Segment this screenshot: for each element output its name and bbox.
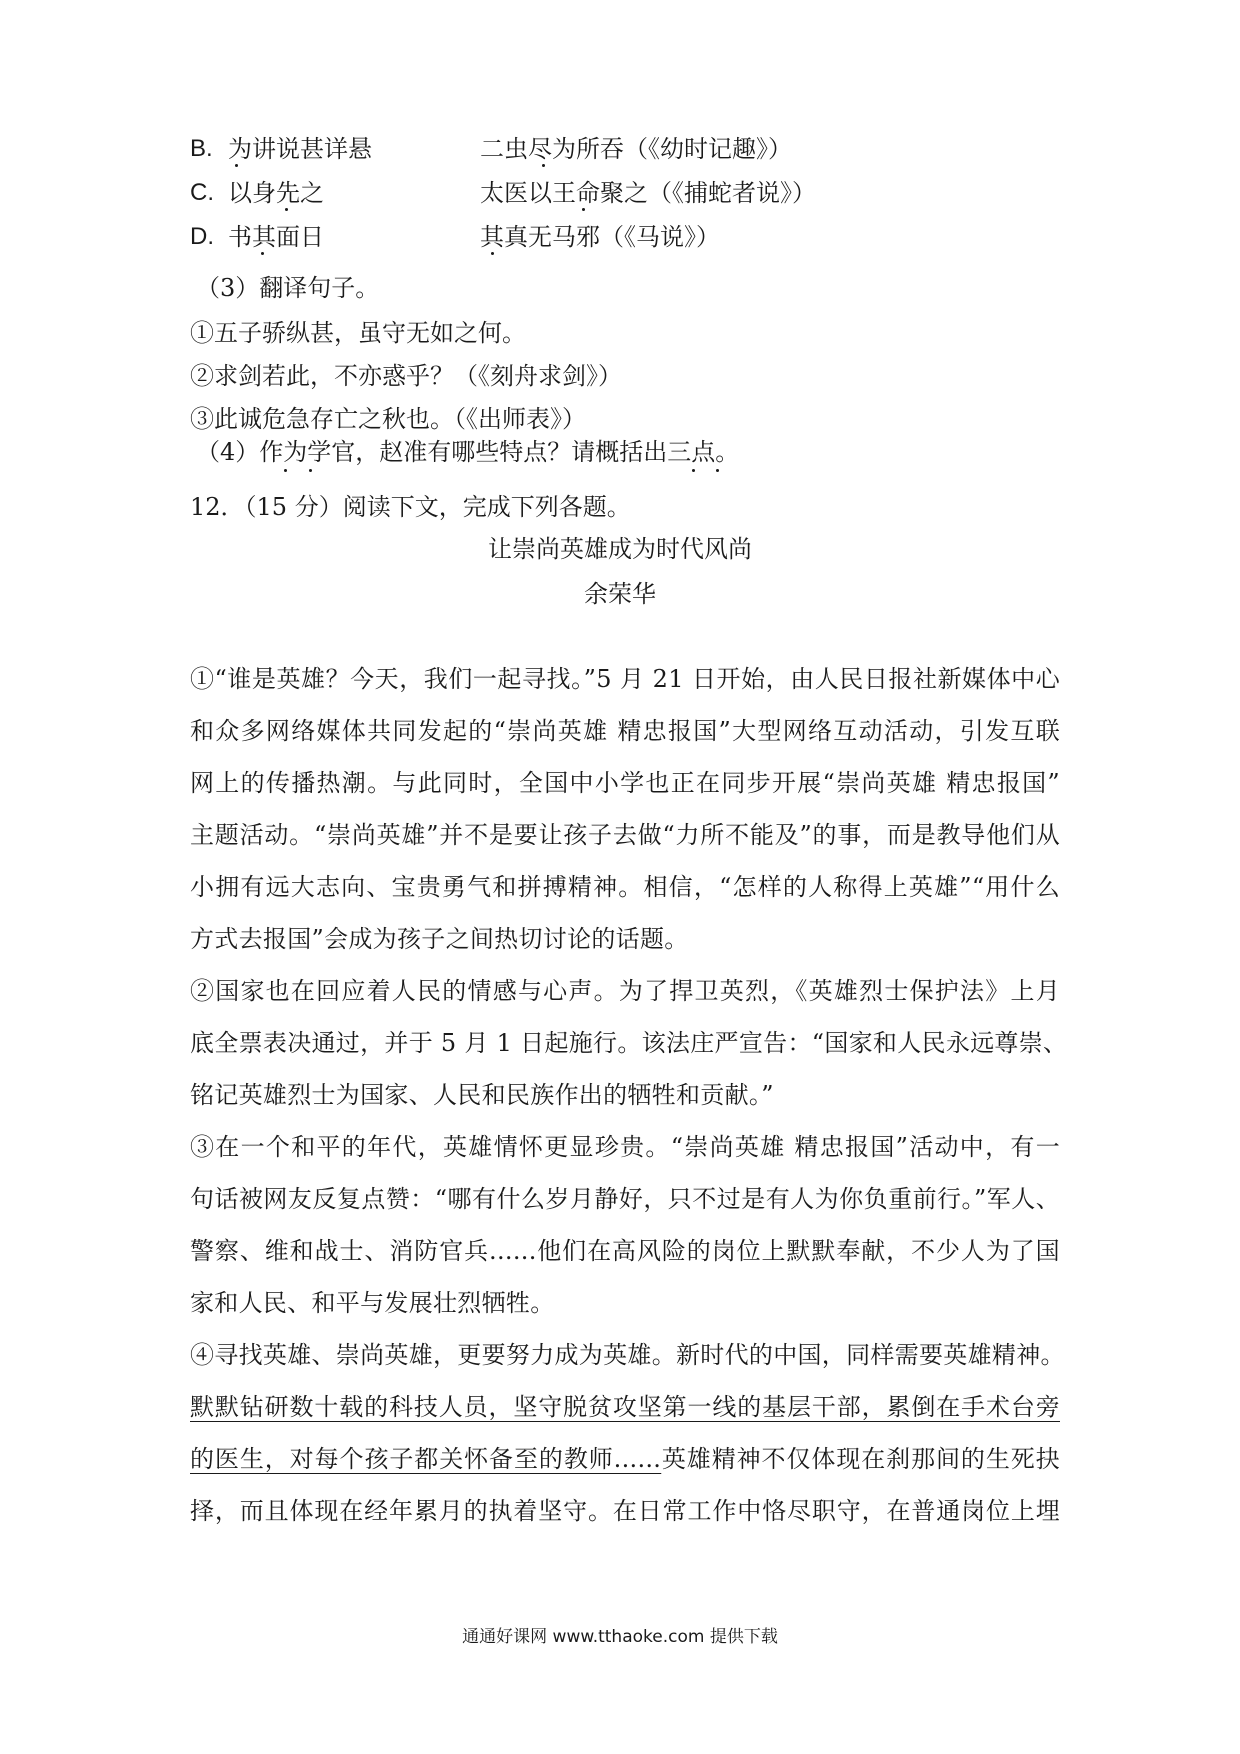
option-left-text: 以身先之: [228, 179, 324, 207]
option-right-text: 二虫尽为所吞（《幼时记趣》）: [480, 135, 792, 163]
article-paragraph-2: [190, 965, 1068, 1121]
emphasis-dot: [543, 163, 544, 164]
text-line: 主题活动。“崇尚英雄”并不是要让孩子去做“力所不能及”的事，而是教导他们从: [190, 821, 1060, 849]
emphasis-dot: [492, 251, 493, 252]
option-right-text: 其真无马邪（《马说》）: [480, 223, 720, 251]
emphasis-dot: [717, 468, 718, 469]
option-letter: B.: [190, 135, 213, 162]
article-author: 余荣华: [584, 580, 656, 608]
text-line: ①“谁是英雄？今天，我们一起寻找。”5 月 21 日开始，由人民日报社新媒体中心: [190, 665, 1060, 693]
text-line: ③在一个和平的年代，英雄情怀更显珍贵。“崇尚英雄 精忠报国”活动中，有一: [190, 1133, 1060, 1161]
text-segment: 英雄精神不仅体现在刹那间的生死抉: [661, 1445, 1060, 1473]
article-paragraph-3: [190, 1121, 1060, 1329]
text-line: 择，而且体现在经年累月的执着坚守。在日常工作中恪尽职守，在普通岗位上埋: [190, 1497, 1060, 1525]
emphasis-dot: [310, 468, 311, 469]
emphasis-dot: [285, 468, 286, 469]
question-3-item: ③此诚危急存亡之秋也。（《出师表》）: [190, 405, 586, 433]
text-line: 和众多网络媒体共同发起的“崇尚英雄 精忠报国”大型网络互动活动，引发互联: [190, 717, 1060, 745]
article-paragraph-1: [190, 653, 1060, 965]
text-line: [190, 1381, 1060, 1433]
page-footer: 通通好课网 www.tthaoke.com 提供下载: [462, 1627, 778, 1647]
text-line: 警察、维和战士、消防官兵......他们在高风险的岗位上默默奉献，不少人为了国: [190, 1237, 1060, 1265]
article-title: 让崇尚英雄成为时代风尚: [488, 535, 752, 563]
text-line: 网上的传播热潮。与此同时，全国中小学也正在同步开展“崇尚英雄 精忠报国”: [190, 769, 1060, 797]
question-3-item: ②求剑若此，不亦惑乎？（《刻舟求剑》）: [190, 362, 622, 390]
emphasis-dot: [693, 468, 694, 469]
question-3-title: （3）翻译句子。: [196, 274, 380, 302]
underlined-text: 的医生，对每个孩子都关怀备至的教师......: [190, 1445, 662, 1473]
emphasis-dot: [286, 207, 287, 208]
text-line: ④寻找英雄、崇尚英雄，更要努力成为英雄。新时代的中国，同样需要英雄精神。: [190, 1341, 1065, 1369]
option-row-c: [190, 173, 1090, 213]
text-line: 铭记英雄烈士为国家、人民和民族作出的牺牲和贡献。”: [190, 1081, 774, 1109]
text-line: 底全票表决通过，并于 5 月 1 日起施行。该法庄严宣告：“国家和人民永远尊崇、: [190, 1029, 1068, 1057]
emphasis-dot: [583, 207, 584, 208]
option-letter: C.: [190, 179, 214, 206]
article-paragraph-4: [190, 1329, 1065, 1537]
text-line: 家和人民、和平与发展壮烈牺牲。: [190, 1289, 555, 1317]
text-line: 方式去报国”会成为孩子之间热切讨论的话题。: [190, 925, 689, 953]
emphasis-dot: [262, 251, 263, 252]
option-row-b: [190, 129, 1090, 169]
option-left-text: 书其面日: [228, 223, 324, 251]
option-left-text: [228, 129, 372, 169]
question-3-item: ①五子骄纵甚，虽守无如之何。: [190, 319, 526, 347]
option-letter: D.: [190, 223, 214, 250]
question-4: （4）作为学官，赵准有哪些特点？请概括出三点。: [196, 438, 740, 466]
question-12: 12．（15 分）阅读下文，完成下列各题。: [190, 493, 631, 521]
option-row-d: [190, 217, 1090, 257]
text-line: [190, 1433, 1060, 1485]
text-line: 句话被网友反复点赞：“哪有什么岁月静好，只不过是有人为你负重前行。”军人、: [190, 1185, 1060, 1213]
text-line: 小拥有远大志向、宝贵勇气和拼搏精神。相信，“怎样的人称得上英雄”“用什么: [190, 873, 1060, 901]
text-line: ②国家也在回应着人民的情感与心声。为了捍卫英烈，《英雄烈士保护法》上月: [190, 977, 1060, 1005]
emphasis-dot: [236, 163, 237, 164]
option-b-left: 为讲说甚详悬: [228, 135, 372, 163]
underlined-text: 默默钻研数十载的科技人员，坚守脱贫攻坚第一线的基层干部，累倒在手术台旁: [190, 1393, 1060, 1421]
option-right-text: 太医以王命聚之（《捕蛇者说》）: [480, 179, 816, 207]
